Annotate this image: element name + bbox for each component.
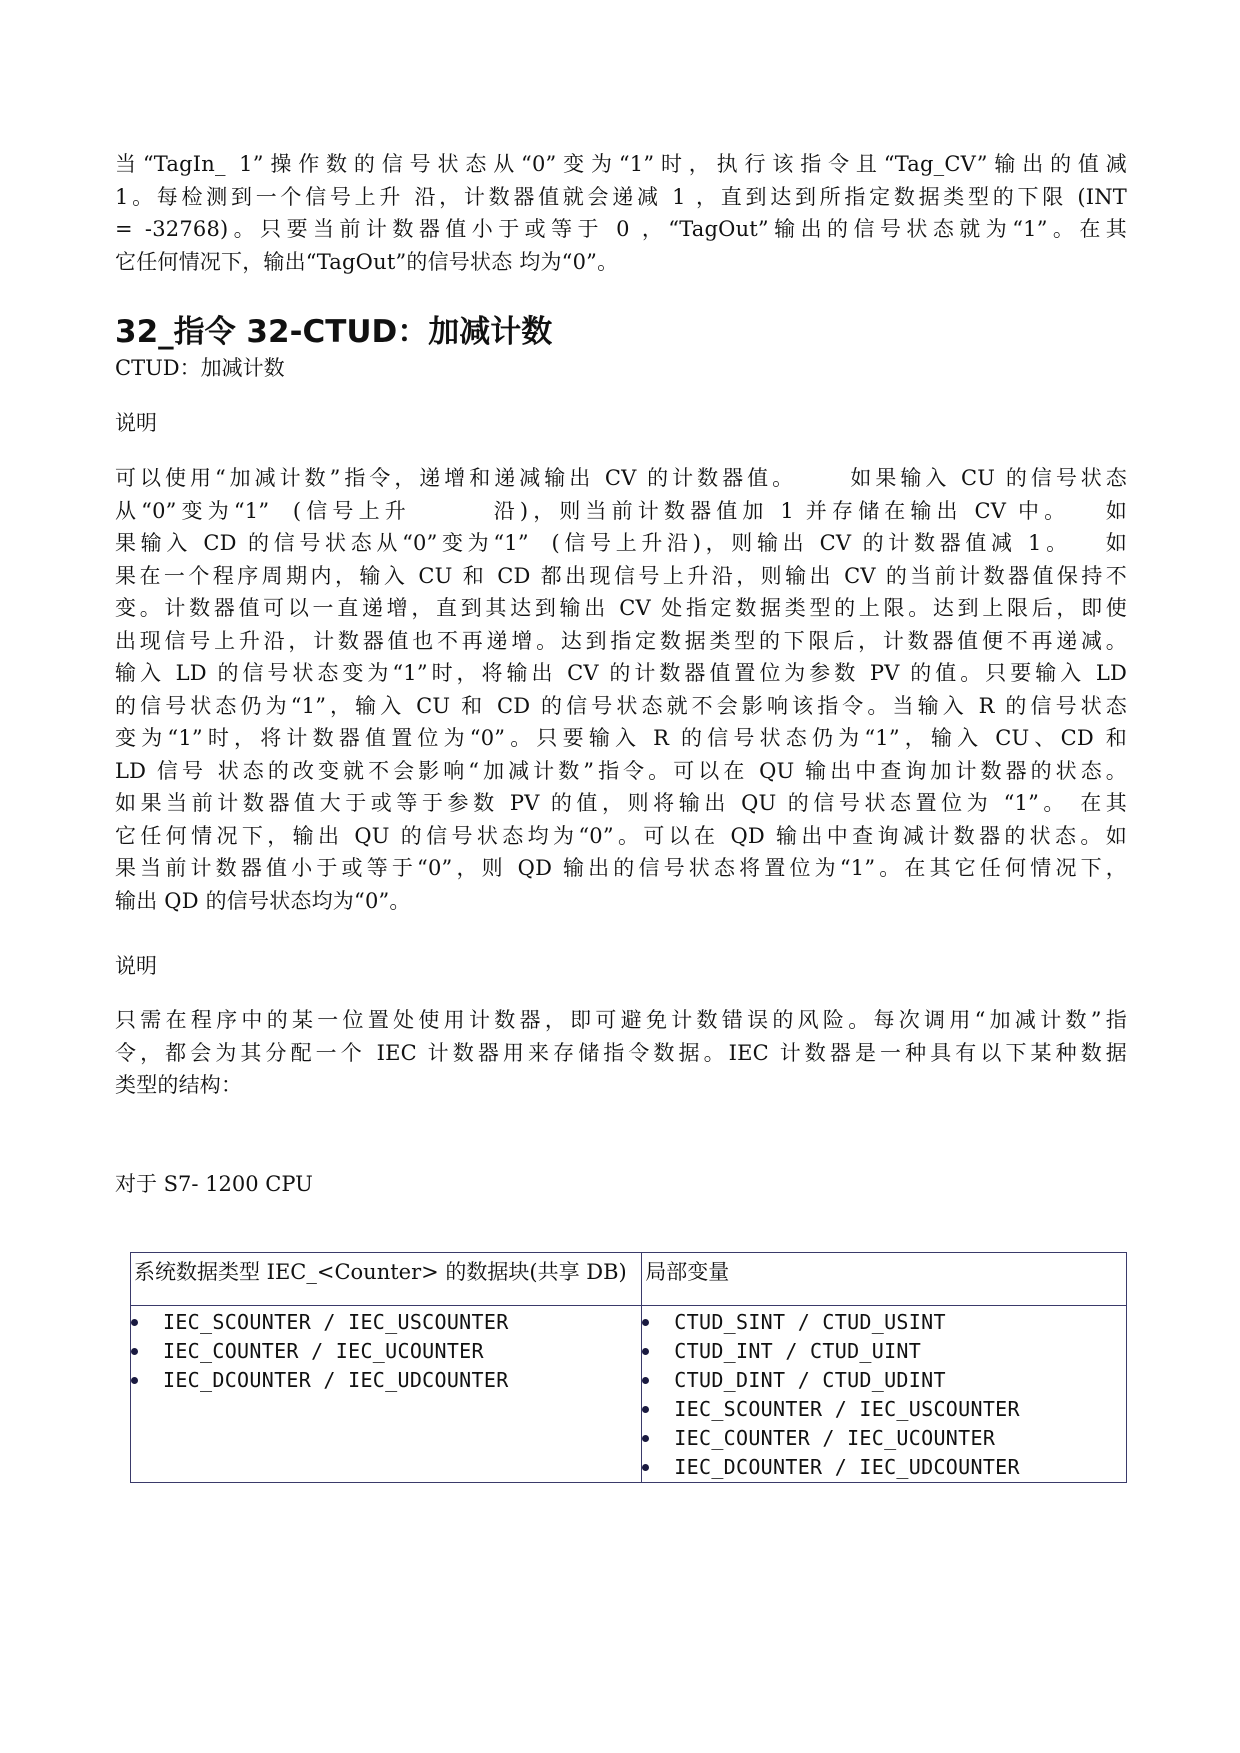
bullet-icon xyxy=(642,1348,649,1355)
list-item xyxy=(642,1366,1126,1395)
text-line: 变。计数器值可以一直递增，直到其达到输出 CV 处指定数据类型的上限。达到上限后，即使 xyxy=(115,596,1127,620)
subtitle-block xyxy=(115,352,1127,384)
list-item xyxy=(131,1337,641,1366)
text-line: 1。每检测到一个信号上升 沿，计数器值就会递减 1 ，直到达到所指定数据类型的下限 (INT xyxy=(115,184,1127,209)
text-line: 输入 LD 的信号状态变为“1”时，将输出 CV 的计数器值置位为参数 PV 的值。只要输入 LD xyxy=(115,661,1127,685)
text-line: 它任何情况下，输出 QU 的信号状态均为“0”。可以在 QD 输出中查询减计数器的状态。如 xyxy=(115,823,1127,848)
list-item-text: IEC_DCOUNTER / IEC_UDCOUNTER xyxy=(163,1368,509,1392)
text-line: 令，都会为其分配一个 IEC 计数器用来存储指令数据。IEC 计数器是一种具有以下某种数据 xyxy=(115,1040,1127,1065)
table-header-row xyxy=(131,1253,1127,1306)
text-line: 果当前计数器值小于或等于“0”，则 QD 输出的信号状态将置位为“1”。在其它任何情况下， xyxy=(115,856,1127,880)
note-paragraph xyxy=(115,1004,1127,1102)
text-line: 出现信号上升沿，计数器值也不再递增。达到指定数据类型的下限后，计数器值便不再递减。 xyxy=(115,628,1127,653)
list-item xyxy=(642,1453,1126,1482)
list-item xyxy=(642,1424,1126,1453)
cpu-label: 对于 S7- 1200 CPU xyxy=(115,1172,313,1196)
text-line: 果在一个程序周期内，输入 CU 和 CD 都出现信号上升沿，则输出 CV 的当前计数器值保持不 xyxy=(115,563,1127,588)
text-line: 如果当前计数器值大于或等于参数 PV 的值，则将输出 QU 的信号状态置位为 “1”。 在其 xyxy=(115,791,1127,815)
note-label: 说明 xyxy=(115,954,157,978)
text-line: 从“0”变为“1” (信号上升 沿)，则当前计数器值加 1 并存储在输出 CV 中。 如 xyxy=(115,498,1127,523)
text-line: 的信号状态仍为“1”，输入 CU 和 CD 的信号状态就不会影响该指令。当输入 R 的信号状态 xyxy=(115,693,1127,718)
description-label: 说明 xyxy=(115,411,157,435)
text-line: LD 信号 状态的改变就不会影响“加减计数”指令。可以在 QU 输出中查询加计数器的状态。 xyxy=(115,758,1127,783)
text-line: 类型的结构： xyxy=(115,1073,243,1097)
table-header-shared-db: 系统数据类型 IEC_<Counter> 的数据块(共享 DB) xyxy=(131,1253,642,1306)
data-type-table xyxy=(130,1252,1127,1483)
table-header-local-variable: 局部变量 xyxy=(642,1253,1127,1306)
text-line: 它任何情况下，输出“TagOut”的信号状态 均为“0”。 xyxy=(115,249,619,274)
description-paragraph xyxy=(115,462,1127,917)
intro-paragraph xyxy=(115,148,1127,278)
table-cell-local-variable xyxy=(642,1306,1127,1483)
list-item-text: CTUD_DINT / CTUD_UDINT xyxy=(674,1368,946,1392)
text-line: 只需在程序中的某一位置处使用计数器，即可避免计数错误的风险。每次调用“加减计数”指 xyxy=(115,1008,1127,1032)
text-line: 果输入 CD 的信号状态从“0”变为“1” (信号上升沿)，则输出 CV 的计数器值减 1。 如 xyxy=(115,531,1128,555)
description-label-block xyxy=(115,407,1127,439)
text-line: 输出 QD 的信号状态均为“0”。 xyxy=(115,888,411,913)
list-item-text: IEC_SCOUNTER / IEC_USCOUNTER xyxy=(163,1310,509,1334)
list-item-text: IEC_COUNTER / IEC_UCOUNTER xyxy=(163,1339,484,1363)
section-heading: 32_指令 32-CTUD：加减计数 xyxy=(115,314,553,350)
list-item-text: IEC_SCOUNTER / IEC_USCOUNTER xyxy=(674,1397,1020,1421)
list-item-text: IEC_DCOUNTER / IEC_UDCOUNTER xyxy=(674,1455,1020,1479)
list-item xyxy=(642,1337,1126,1366)
bullet-icon xyxy=(131,1319,138,1326)
bullet-icon xyxy=(131,1377,138,1384)
cpu-label-block xyxy=(115,1168,1127,1200)
text-line: = -32768)。只要当前计数器值小于或等于 0 ，“TagOut”输出的信号状态就为“1”。在其 xyxy=(115,217,1127,241)
bullet-icon xyxy=(642,1377,649,1384)
bullet-icon xyxy=(642,1319,649,1326)
list-item-text: IEC_COUNTER / IEC_UCOUNTER xyxy=(674,1426,996,1450)
list-item xyxy=(642,1308,1126,1337)
list-item xyxy=(131,1366,641,1395)
bullet-icon xyxy=(642,1435,649,1442)
local-variable-list xyxy=(642,1308,1126,1482)
text-line: 变为“1”时，将计数器值置位为“0”。只要输入 R 的信号状态仍为“1”，输入 CU、CD 和 xyxy=(115,726,1127,750)
bullet-icon xyxy=(642,1464,649,1471)
list-item-text: CTUD_SINT / CTUD_USINT xyxy=(674,1310,946,1334)
text-line: 当“TagIn_ 1”操作数的信号状态从“0”变为“1”时，执行该指令且“Tag_CV”输出的值减 xyxy=(115,152,1127,176)
shared-db-list xyxy=(131,1308,641,1395)
text-line: 可以使用“加减计数”指令，递增和递减输出 CV 的计数器值。 如果输入 CU 的信号状态 xyxy=(115,466,1127,490)
subtitle: CTUD：加减计数 xyxy=(115,356,285,380)
table-cell-shared-db xyxy=(131,1306,642,1483)
bullet-icon xyxy=(131,1348,138,1355)
list-item xyxy=(642,1395,1126,1424)
note-label-block xyxy=(115,950,1127,982)
list-item xyxy=(131,1308,641,1337)
table-row xyxy=(131,1306,1127,1483)
list-item-text: CTUD_INT / CTUD_UINT xyxy=(674,1339,922,1363)
bullet-icon xyxy=(642,1406,649,1413)
